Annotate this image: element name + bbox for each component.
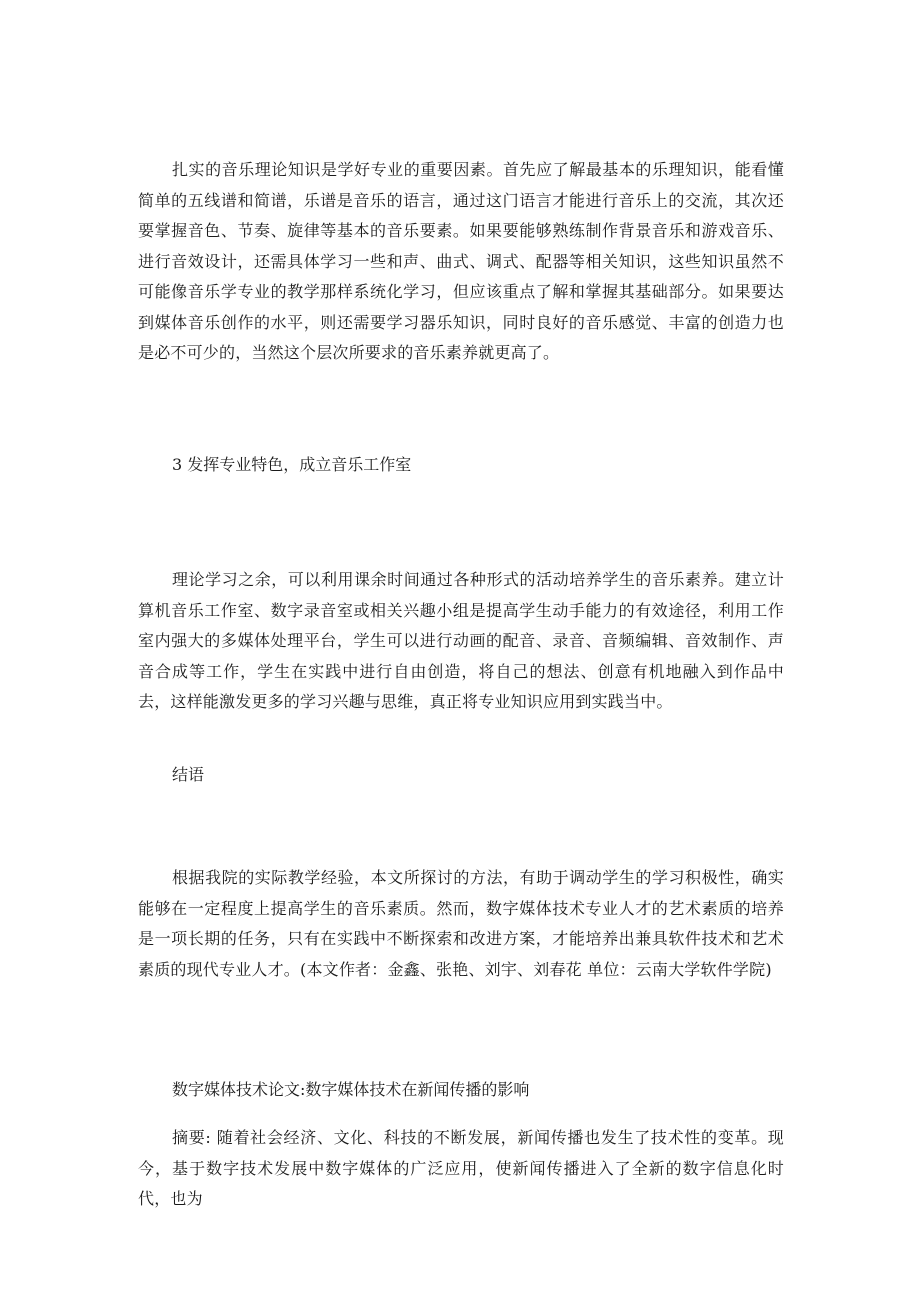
- section-heading: 3 发挥专业特色，成立音乐工作室: [172, 455, 412, 474]
- section-heading: 结语: [172, 765, 205, 784]
- article-title: 数字媒体技术论文:数字媒体技术在新闻传播的影响: [172, 1080, 530, 1099]
- abstract-paragraph: 摘要: 随着社会经济、文化、科技的不断发展，新闻传播也发生了技术性的变革。现今，基于数字技术发展中数字媒体的广泛应用，使新闻传播进入了全新的数字信息化时代，也为: [138, 1128, 784, 1208]
- body-paragraph: 理论学习之余，可以利用课余时间通过各种形式的活动培养学生的音乐素养。建立计算机音乐工作室、数字录音室或相关兴趣小组是提高学生动手能力的有效途径，利用工作室内强大的多媒体处理平台，学生可以进行动画的配音、录音、音频编辑、音效制作、声音合成等工作，学生在实践中进行自由创造，将自己的想法、创意有机地融入到作品中去，这样能激发更多的学习兴趣与思维，真正将专业知识应用到实践当中。: [138, 570, 784, 711]
- body-paragraph: 扎实的音乐理论知识是学好专业的重要因素。首先应了解最基本的乐理知识，能看懂简单的五线谱和简谱，乐谱是音乐的语言，通过这门语言才能进行音乐上的交流，其次还要掌握音色、节奏、旋律等基本的音乐要素。如果要能够熟练制作背景音乐和游戏音乐、进行音效设计，还需具体学习一些和声、曲式、调式、配器等相关知识，这些知识虽然不可能像音乐学专业的教学那样系统化学习，但应该重点了解和掌握其基础部分。如果要达到媒体音乐创作的水平，则还需要学习器乐知识，同时良好的音乐感觉、丰富的创造力也是必不可少的，当然这个层次所要求的音乐素养就更高了。: [138, 160, 784, 362]
- body-paragraph: 根据我院的实际教学经验，本文所探讨的方法，有助于调动学生的学习积极性，确实能够在一定程度上提高学生的音乐素质。然而，数字媒体技术专业人才的艺术素质的培养是一项长期的任务，只有在实践中不断探索和改进方案，才能培养出兼具软件技术和艺术素质的现代专业人才。(本文作者：金鑫、张艳、刘宇、刘春花 单位：云南大学软件学院): [138, 868, 784, 979]
